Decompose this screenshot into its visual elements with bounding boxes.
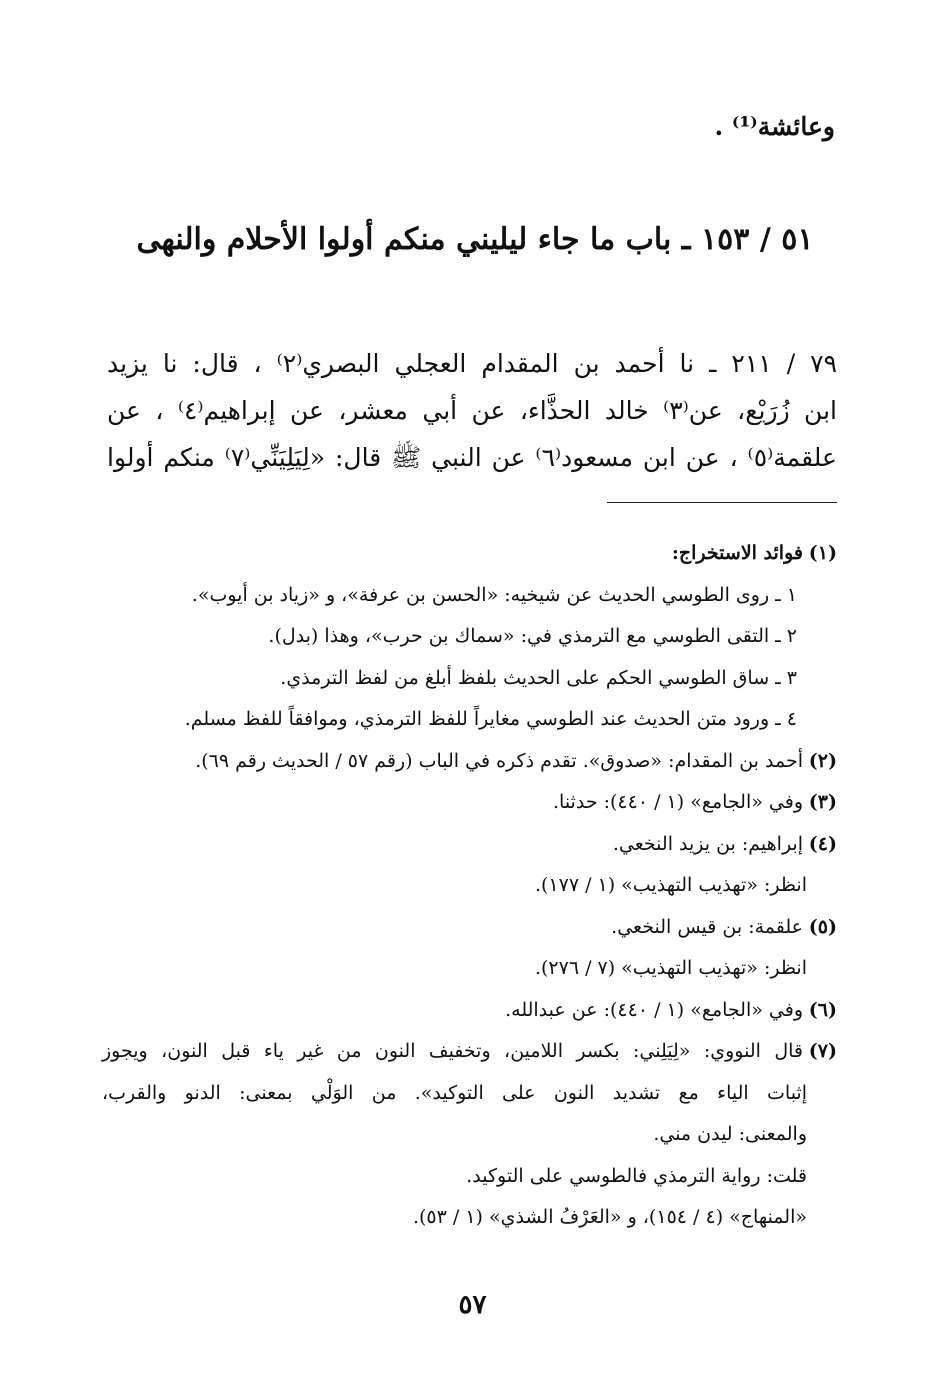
footnote-line [102, 865, 837, 907]
hadith-text [107, 340, 837, 481]
footnote-text: «المنهاج» (٤ / ١٥٤)، و «العَرْفُ الشذي» (١ / ٥٣). [412, 1206, 807, 1228]
footnote-text: وفي «الجامع» (١ / ٤٤٠): عن عبدالله. [505, 998, 803, 1021]
footnote-line [102, 533, 837, 575]
footnote-number: (٦) [808, 998, 837, 1021]
footnote-text: فوائد الاستخراج: [671, 542, 803, 564]
hadith-line: ٧٩ / ٢١١ ـ نا أحمد بن المقدام العجلي البصري⁽٢⁾ ، قال: نا يزيد [107, 349, 837, 378]
footnote-text: ٢ ـ التقى الطوسي مع الترمذي في: «سماك بن حرب»، وهذا (بدل). [268, 625, 797, 647]
footnote-number: (٤) [808, 832, 837, 855]
chapter-title: ٥١ / ١٥٣ ـ باب ما جاء ليليني منكم أولوا الأحلام والنهى [136, 222, 814, 257]
continued-text-line: وعائشة⁽¹⁾ . [714, 112, 835, 141]
footnote-line [102, 699, 837, 741]
footnote-number: (٣) [808, 791, 837, 813]
footnote-line [102, 575, 837, 617]
footnote-line [102, 741, 837, 783]
hadith-line: علقمة⁽٥⁾ ، عن ابن مسعود⁽٦⁾ عن النبي ﷺ قال: «لِيَلِيَنِّي⁽٧⁾ منكم أولوا [107, 443, 837, 472]
footnote-number: (٢) [808, 749, 837, 772]
footnote-text: والمعنى: ليدن مني. [653, 1123, 807, 1145]
footnote-text: إثبات الياء مع تشديد النون على التوكيد». من الوَلْي بمعنى: الدنو والقرب، [102, 1081, 807, 1104]
footnote-line [102, 1156, 837, 1198]
footnote-line [102, 948, 837, 990]
footnote-line [102, 1031, 837, 1073]
page-number: ٥٧ [458, 1290, 487, 1320]
footnote-text: إبراهيم: بن يزيد النخعي. [612, 832, 803, 855]
footnote-text: انظر: «تهذيب التهذيب» (١ / ١٧٧). [534, 874, 807, 896]
footnote-text: انظر: «تهذيب التهذيب» (٧ / ٢٧٦). [534, 957, 807, 979]
footnote-divider [607, 502, 837, 503]
footnote-number: (١) [808, 542, 837, 564]
footnote-text: قلت: رواية الترمذي فالطوسي على التوكيد. [466, 1164, 807, 1187]
footnote-line [102, 782, 837, 824]
footnote-line [102, 1073, 837, 1115]
footnote-number: (٧) [808, 1040, 837, 1062]
footnote-text: ٤ ـ ورود متن الحديث عند الطوسي مغايراً للفظ الترمذي، وموافقاً للفظ مسلم. [184, 708, 797, 730]
footnote-text: ٣ ـ ساق الطوسي الحكم على الحديث بلفظ أبلغ من لفظ الترمذي. [280, 666, 797, 689]
footnote-line [102, 824, 837, 866]
hadith-line: ابن زُرَيْع، عن⁽٣⁾ خالد الحذَّاء، عن أبي معشر، عن إبراهيم⁽٤⁾ ، عن [107, 396, 837, 425]
footnote-line [102, 907, 837, 949]
footnote-text: قال النووي: «لِيَلِني: بكسر اللامين، وتخفيف النون من غير ياء قبل النون، ويجوز [102, 1040, 803, 1062]
footnote-number: (٥) [808, 915, 837, 938]
footnote-line [102, 1197, 837, 1239]
footnote-line [102, 1114, 837, 1156]
footnote-text: وفي «الجامع» (١ / ٤٤٠): حدثنا. [553, 791, 803, 813]
footnote-text: علقمة: بن قيس النخعي. [611, 915, 803, 938]
footnote-text: أحمد بن المقدام: «صدوق». تقدم ذكره في الباب (رقم ٥٧ / الحديث رقم ٦٩). [195, 749, 803, 772]
footnote-line [102, 990, 837, 1032]
footnote-line [102, 658, 837, 700]
footnote-line [102, 616, 837, 658]
footnote-text: ١ ـ روى الطوسي الحديث عن شيخيه: «الحسن بن عرفة»، و «زياد بن أيوب». [191, 583, 797, 606]
footnotes [102, 533, 837, 1239]
